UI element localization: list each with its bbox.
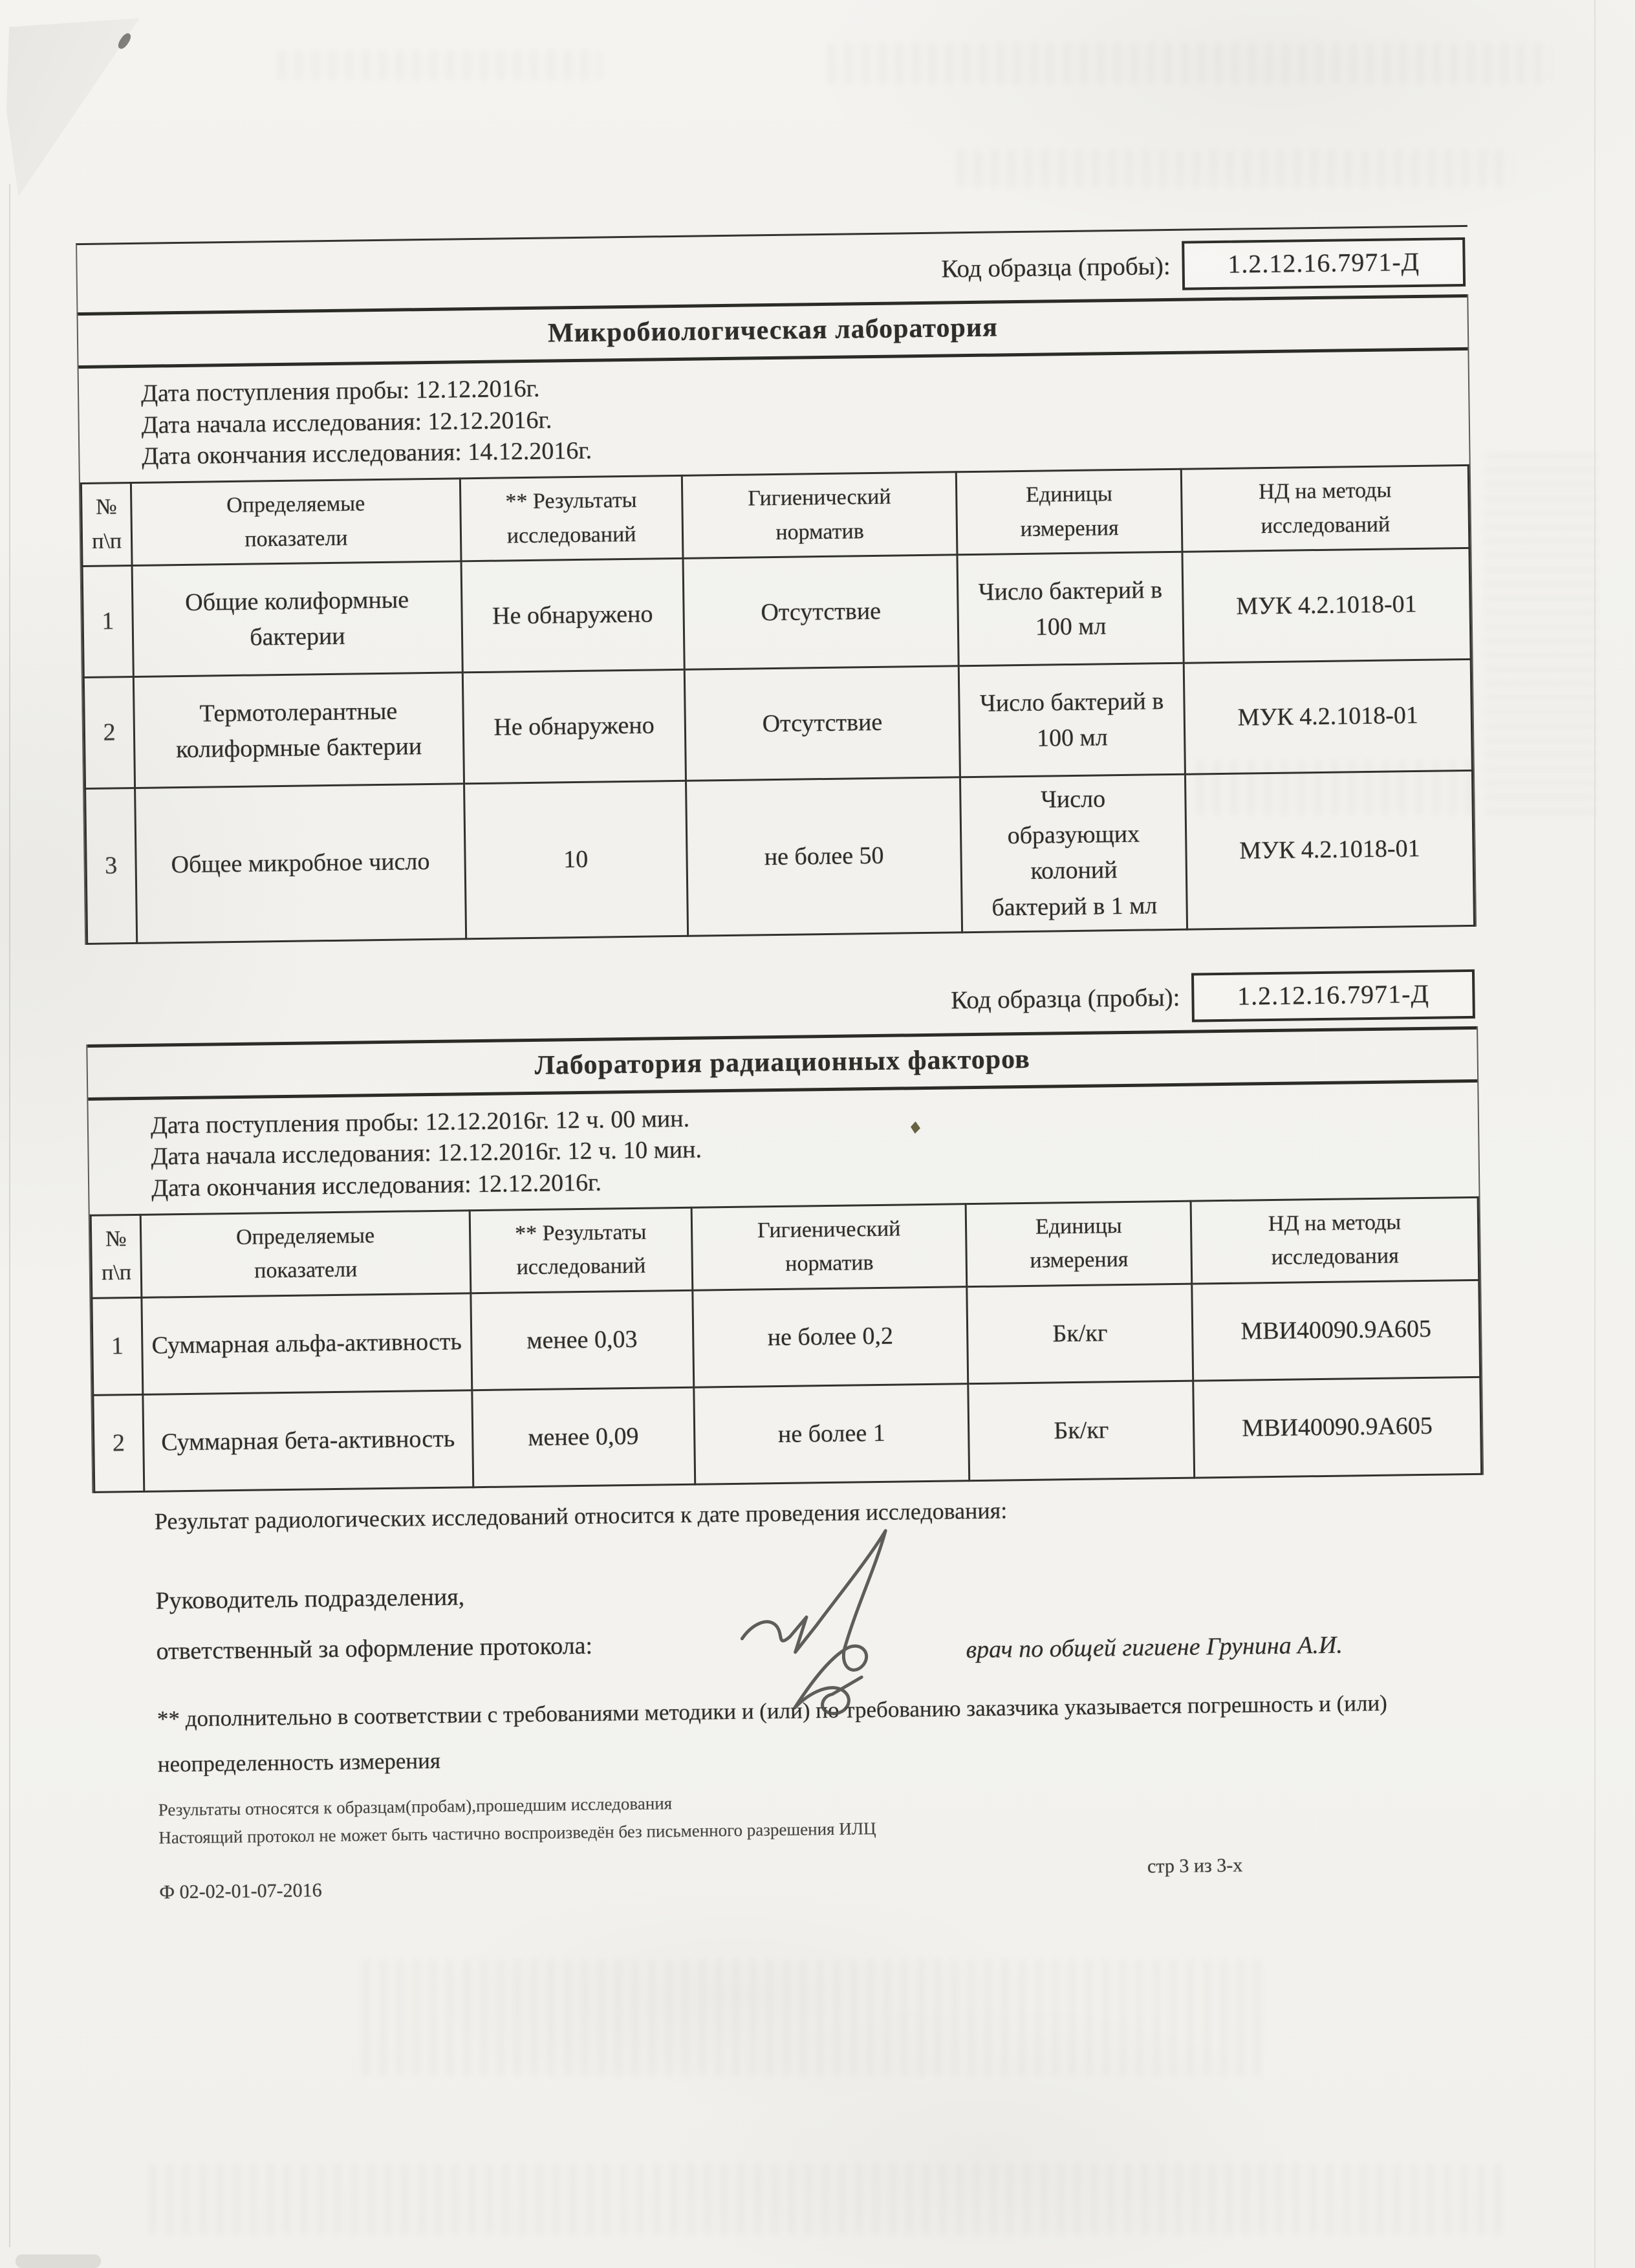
- date-started: Дата начала исследования: 12.12.2016г. 12 ч. 10 мин.: [151, 1136, 702, 1171]
- cell-method: МУК 4.2.1018-01: [1185, 771, 1474, 929]
- col-header-parameter: Определяемые показатели: [140, 1210, 470, 1297]
- table-row: [92, 1280, 1480, 1395]
- fine-print: [158, 1778, 1488, 1852]
- page-number: стр 3 из 3-х: [1147, 1854, 1243, 1877]
- col-header-parameter: Определяемые показатели: [131, 479, 461, 566]
- cell-method: МВИ40090.9А605: [1193, 1377, 1482, 1478]
- bleed-through-ghost: [149, 2163, 1507, 2234]
- col-header-method: НД на методы исследований: [1181, 465, 1469, 552]
- signature-block: [155, 1559, 1486, 1678]
- microbiology-results-table: [80, 464, 1475, 945]
- cell-parameter: Термотолерантные колиформные бактерии: [134, 673, 464, 788]
- col-header-method: НД на методы исследования: [1191, 1197, 1479, 1284]
- protocol-document: [76, 225, 1489, 1921]
- signature-handwriting: [731, 1520, 942, 1755]
- cell-method: МВИ40090.9А605: [1192, 1280, 1480, 1381]
- date-finished: Дата окончания исследования: 12.12.2016г.: [151, 1169, 602, 1202]
- cell-method: МУК 4.2.1018-01: [1182, 548, 1471, 664]
- table-row: [82, 548, 1471, 678]
- cell-norm: не более 0,2: [693, 1287, 969, 1388]
- scanner-bed-mark: [16, 2254, 101, 2268]
- microbiology-section: [76, 294, 1477, 945]
- cell-units: Число образующих колоний бактерий в 1 мл: [960, 774, 1187, 932]
- cell-result: Не обнаружено: [461, 559, 684, 673]
- cell-norm: Отсутствие: [684, 666, 960, 781]
- fine-print-line-2: Настоящий протокол не может быть частично воспроизведён без письменного разрешения ИЛЦ: [158, 1818, 876, 1848]
- cell-num: 2: [93, 1394, 144, 1492]
- cell-units: Число бактерий в 100 мл: [959, 663, 1186, 777]
- cell-norm: не более 50: [686, 777, 962, 936]
- cell-num: 3: [85, 788, 137, 944]
- cell-num: 2: [83, 677, 135, 789]
- cell-parameter: Суммарная бета-активность: [143, 1390, 473, 1492]
- fine-print-line-1: Результаты относятся к образцам(пробам),прошедшим исследования: [158, 1793, 673, 1820]
- bleed-through-ghost: [362, 1960, 1268, 2076]
- cell-num: 1: [92, 1297, 143, 1395]
- col-header-num: № п\п: [91, 1215, 142, 1298]
- table-row: [85, 771, 1475, 944]
- signature-role-line-2: ответственный за оформление протокола:: [156, 1632, 593, 1665]
- col-header-units: Единицы измерения: [966, 1201, 1192, 1287]
- signature-role-line-1: Руководитель подразделения,: [155, 1583, 465, 1615]
- cell-result: 10: [464, 781, 688, 939]
- sample-code-value-box: 1.2.12.16.7971-Д: [1191, 969, 1475, 1022]
- date-finished: Дата окончания исследования: 14.12.2016г.: [142, 437, 592, 471]
- table-row: [93, 1377, 1482, 1492]
- cell-result: менее 0,03: [470, 1290, 693, 1390]
- page-footer: [159, 1854, 1489, 1921]
- cell-norm: не более 1: [694, 1384, 970, 1485]
- col-header-norm: Гигиенический норматив: [682, 472, 957, 559]
- radiation-section: [86, 1026, 1484, 1493]
- dates-block-radiation: [88, 1082, 1478, 1214]
- cell-method: МУК 4.2.1018-01: [1184, 660, 1472, 775]
- section-title-microbiology: Микробиологическая лаборатория: [78, 294, 1467, 369]
- dates-block-microbiology: [79, 351, 1469, 482]
- cell-parameter: Суммарная альфа-активность: [142, 1293, 471, 1395]
- cell-units: Бк/кг: [968, 1381, 1194, 1481]
- cell-num: 1: [82, 566, 133, 678]
- cell-units: Бк/кг: [967, 1284, 1193, 1384]
- cell-norm: Отсутствие: [683, 555, 959, 670]
- bleed-through-ghost: [957, 150, 1513, 188]
- date-started: Дата начала исследования: 12.12.2016г.: [141, 406, 552, 439]
- radiology-note: Результат радиологических исследований относится к дате проведения исследования:: [154, 1497, 1008, 1535]
- sample-code-value-box: 1.2.12.16.7971-Д: [1182, 237, 1466, 290]
- cell-result: Не обнаружено: [462, 670, 686, 784]
- paper-edge-right: [1594, 0, 1596, 2268]
- date-received: Дата поступления пробы: 12.12.2016г. 12 ч. 00 мин.: [150, 1105, 690, 1139]
- col-header-norm: Гигиенический норматив: [691, 1204, 967, 1290]
- section-title-radiation: Лаборатория радиационных факторов: [87, 1026, 1477, 1100]
- date-received: Дата поступления пробы: 12.12.2016г.: [140, 374, 540, 407]
- sample-code-label: Код образца (пробы):: [950, 983, 1180, 1015]
- cell-result: менее 0,09: [471, 1387, 695, 1487]
- col-header-num: № п\п: [81, 482, 132, 566]
- cell-units: Число бактерий в 100 мл: [957, 552, 1184, 666]
- form-code: Ф 02-02-01-07-2016: [159, 1879, 322, 1903]
- cell-parameter: Общее микробное число: [135, 784, 466, 943]
- col-header-results: ** Результаты исследований: [460, 475, 683, 561]
- radiation-results-table: [90, 1196, 1482, 1493]
- bleed-through-ghost: [828, 43, 1552, 84]
- col-header-units: Единицы измерения: [957, 469, 1182, 555]
- cell-parameter: Общие колиформные бактерии: [132, 561, 462, 677]
- method-footnote: ** дополнительно в соответствии с требованиями методики и (или) по требованию заказчика указывается погрешность и (или) неопределенность измерения: [157, 1690, 1388, 1777]
- paper-edge-left: [9, 184, 10, 2247]
- sample-code-label: Код образца (пробы):: [941, 252, 1171, 283]
- signer-title-name: врач по общей гигиене Грунина А.И.: [966, 1631, 1343, 1664]
- bleed-through-ghost: [278, 50, 601, 80]
- col-header-results: ** Результаты исследований: [470, 1207, 693, 1293]
- bleed-through-ghost: [1484, 446, 1597, 815]
- table-row: [83, 660, 1472, 789]
